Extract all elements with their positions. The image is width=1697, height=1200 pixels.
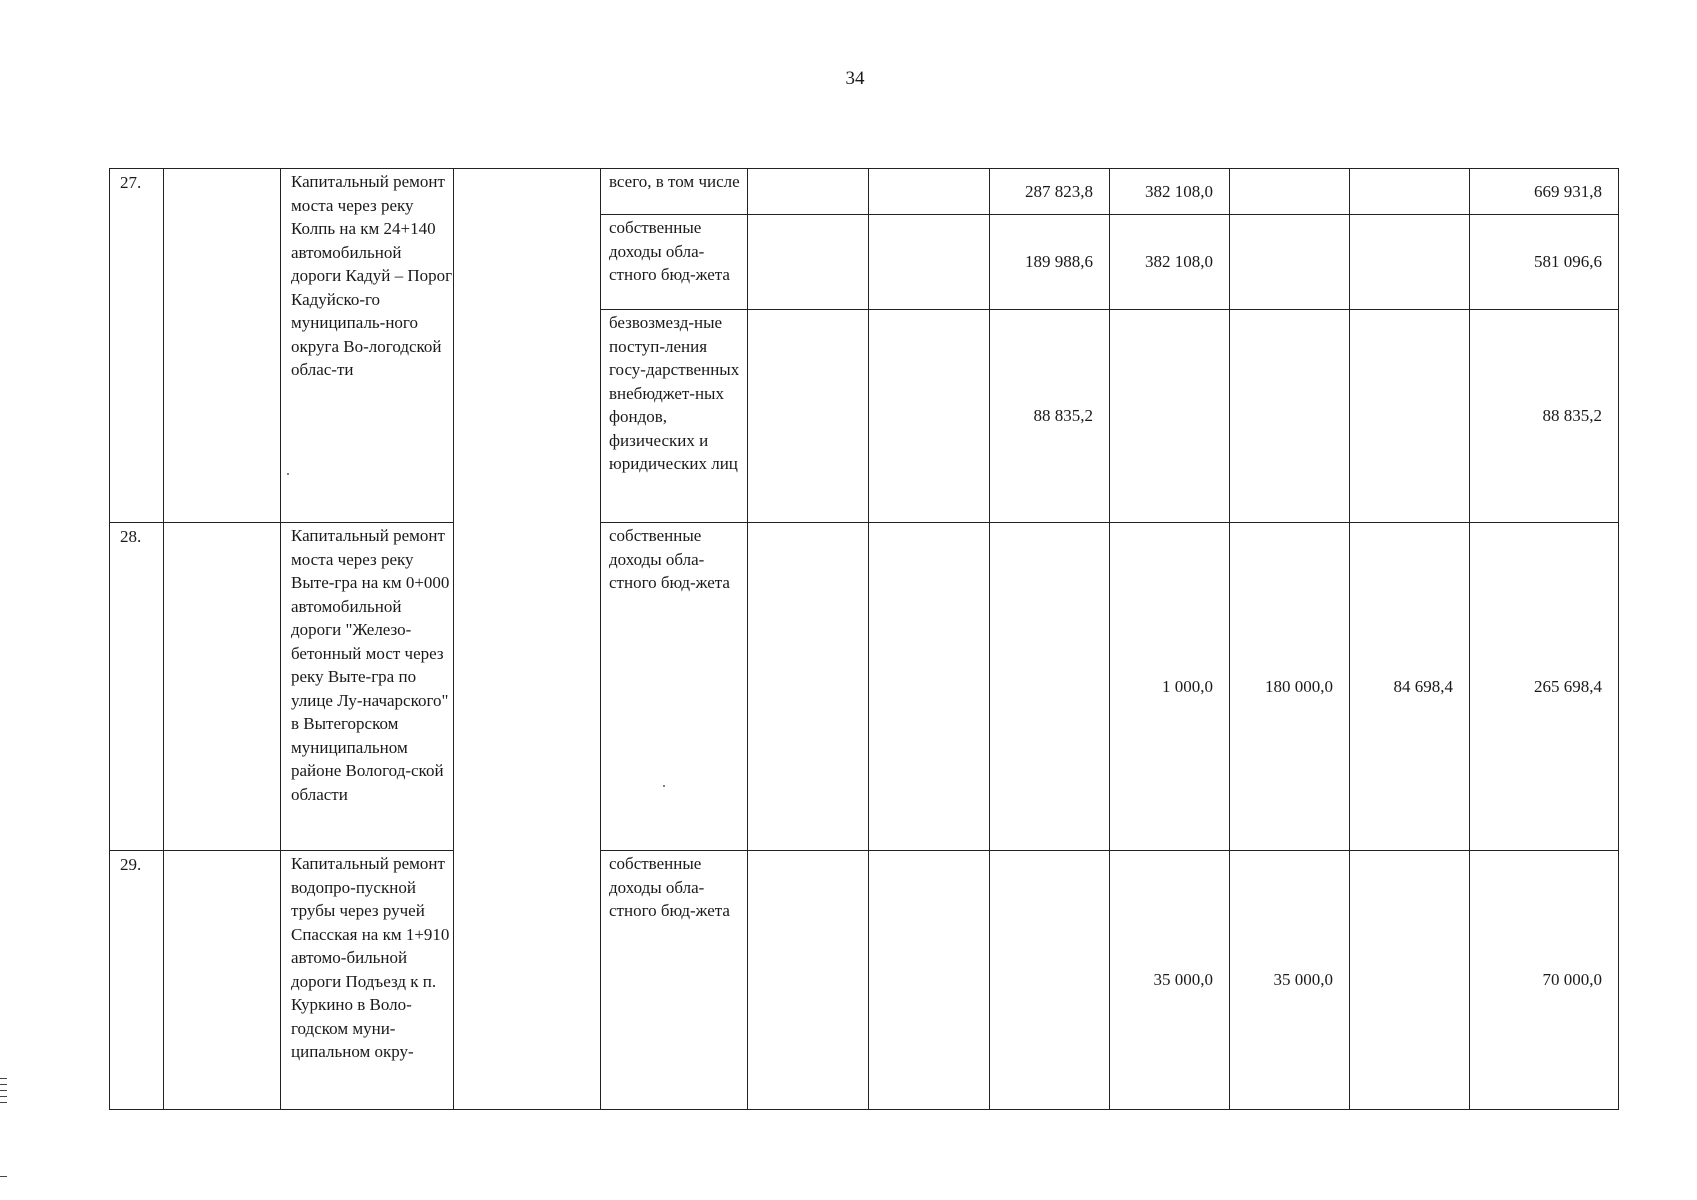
value-cell: 35 000,0 (1230, 851, 1350, 1110)
value-cell: 88 835,2 (990, 310, 1110, 523)
value-cell (1350, 169, 1470, 215)
empty-cell (869, 215, 990, 310)
scan-margin-mark (0, 1078, 7, 1079)
value-cell: 1 000,0 (1110, 523, 1230, 851)
value-cell (1230, 169, 1350, 215)
funding-source: безвозмезд-ные поступ-ления госу-дарственных внебюджет-ных фондов, физических и юридических лиц (601, 310, 748, 523)
page-number: 34 (845, 68, 865, 89)
value-cell (1230, 215, 1350, 310)
empty-cell (164, 169, 281, 523)
empty-cell (164, 523, 281, 851)
row-number: 29. (110, 851, 164, 1110)
empty-cell (869, 523, 990, 851)
value-cell: 35 000,0 (1110, 851, 1230, 1110)
value-cell (990, 523, 1110, 851)
total-cell: 669 931,8 (1470, 169, 1619, 215)
empty-cell (869, 310, 990, 523)
empty-cell (748, 310, 869, 523)
object-name: Капитальный ремонт водопро-пускной трубы через ручей Спасская на км 1+910 автомо-бильной дороги Подъезд к п. Куркино в Воло-годском муни-ципальном окру- (281, 851, 454, 1110)
table-row (110, 169, 1619, 215)
value-cell: 84 698,4 (1350, 523, 1470, 851)
value-cell: 189 988,6 (990, 215, 1110, 310)
value-cell: 287 823,8 (990, 169, 1110, 215)
value-cell (1350, 851, 1470, 1110)
total-cell: 70 000,0 (1470, 851, 1619, 1110)
value-cell (1110, 310, 1230, 523)
funding-source: всего, в том числе (601, 169, 748, 215)
scan-margin-mark (0, 1090, 7, 1091)
table-row (110, 523, 1619, 851)
funding-source: собственные доходы обла-стного бюд-жета (601, 851, 748, 1110)
scan-margin-mark (0, 1176, 7, 1177)
value-cell (1230, 310, 1350, 523)
empty-cell (454, 169, 601, 1110)
value-cell (990, 851, 1110, 1110)
total-cell: 581 096,6 (1470, 215, 1619, 310)
funding-source: собственные доходы обла-стного бюд-жета (601, 523, 748, 851)
total-cell: 265 698,4 (1470, 523, 1619, 851)
budget-table (109, 168, 1619, 1110)
total-cell: 88 835,2 (1470, 310, 1619, 523)
empty-cell (869, 851, 990, 1110)
funding-source: собственные доходы обла-стного бюд-жета (601, 215, 748, 310)
scan-dot (287, 473, 289, 475)
empty-cell (748, 215, 869, 310)
value-cell (1350, 310, 1470, 523)
object-name: Капитальный ремонт моста через реку Выте-гра на км 0+000 автомобильной дороги "Железо-бетонный мост через реку Выте-гра по улице Лу-начарского" в Вытегорском муниципальном районе Вологод-ской области (281, 523, 454, 851)
empty-cell (748, 523, 869, 851)
value-cell: 382 108,0 (1110, 169, 1230, 215)
value-cell (1350, 215, 1470, 310)
empty-cell (748, 851, 869, 1110)
scan-margin-mark (0, 1102, 7, 1103)
scan-margin-mark (0, 1096, 7, 1097)
object-name: Капитальный ремонт моста через реку Колпь на км 24+140 автомобильной дороги Кадуй – Порог Кадуйско-го муниципаль-ного округа Во-логодской облас-ти (281, 169, 454, 523)
empty-cell (869, 169, 990, 215)
scan-margin-mark (0, 1084, 7, 1085)
value-cell: 382 108,0 (1110, 215, 1230, 310)
empty-cell (748, 169, 869, 215)
row-number: 27. (110, 169, 164, 523)
value-cell: 180 000,0 (1230, 523, 1350, 851)
empty-cell (164, 851, 281, 1110)
table-row (110, 851, 1619, 1110)
row-number: 28. (110, 523, 164, 851)
scan-dot (663, 785, 665, 787)
